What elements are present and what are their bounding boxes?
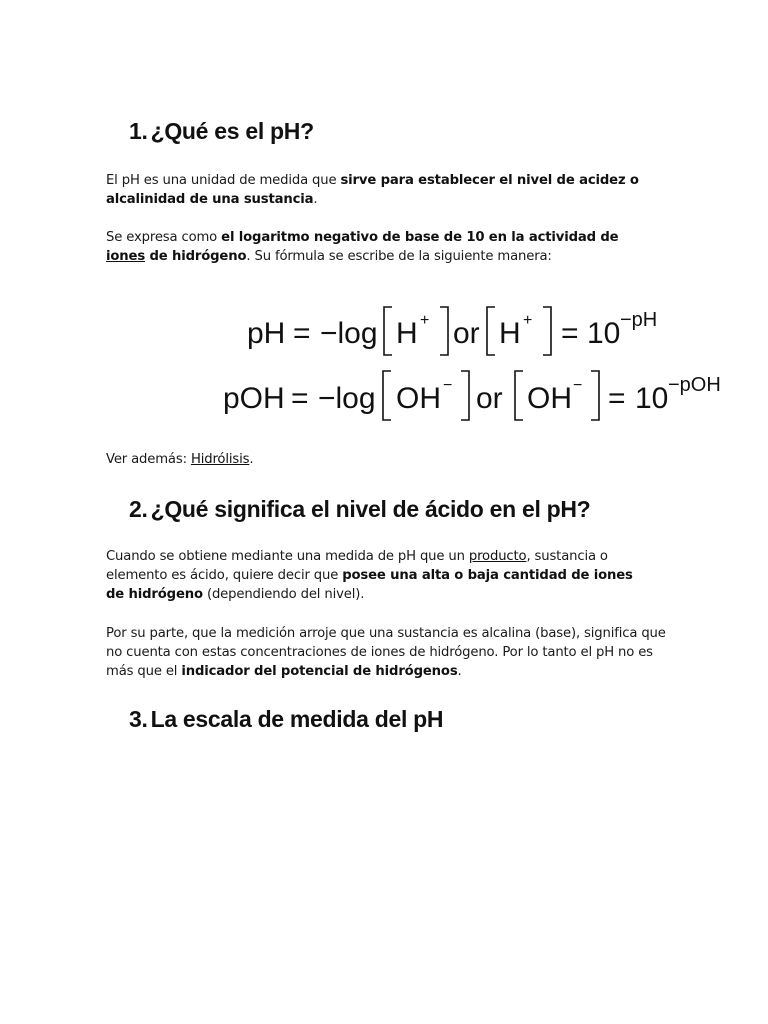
left-bracket (487, 307, 495, 355)
section-2-paragraph-2 (106, 624, 666, 681)
section-3-heading (129, 706, 443, 733)
left-bracket (384, 307, 392, 355)
section-2-number: 2. (129, 496, 148, 522)
formula-ion: OH (527, 382, 572, 415)
bold-text: el logaritmo negativo de base de 10 en la actividad de (221, 230, 619, 245)
right-bracket (543, 307, 551, 355)
paragraph-text: Por su parte, que la medición arroje que una sustancia es alcalina (base), significa que no cuenta con estas concentraciones de iones de hidrógeno. Por lo tanto el pH no es más que el (106, 626, 666, 679)
paragraph-text: Se expresa como (106, 230, 222, 245)
formula-equals: = (561, 317, 579, 350)
formula-base: 10 (635, 382, 669, 415)
formula-exponent: −pOH (668, 374, 721, 396)
section-3-title: La escala de medida del pH (150, 706, 444, 732)
bold-text: indicador del potencial de hidrógenos (181, 664, 458, 679)
section-2-heading (129, 496, 590, 523)
section-2-title: ¿Qué significa el nivel de ácido en el pH? (150, 496, 591, 522)
section-1-title: ¿Qué es el pH? (150, 118, 314, 144)
left-bracket (515, 371, 523, 420)
bold-text: sirve para establecer el nivel de acidez o alcalinidad de una sustancia (106, 173, 639, 207)
formula-ion: OH (396, 382, 441, 415)
formula-charge: + (420, 312, 430, 329)
left-bracket (383, 371, 391, 420)
formula-charge: − (573, 377, 583, 394)
paragraph-text: El pH es una unidad de medida que (106, 173, 341, 188)
paragraph-text: , sustancia o elemento es ácido, quiere decir que (106, 549, 608, 583)
paragraph-text: . Su fórmula se escribe de la siguiente manera: (246, 249, 552, 264)
producto-link[interactable]: producto (468, 549, 527, 564)
see-also-line (106, 450, 686, 469)
formula-base: 10 (587, 317, 621, 350)
right-bracket (591, 371, 599, 420)
iones-link[interactable]: iones (106, 249, 146, 264)
formula-ion: H (396, 317, 418, 350)
formula-lhs: pH (247, 317, 286, 350)
formula-or: or (453, 317, 480, 350)
formula-charge: + (523, 312, 533, 329)
paragraph-text: (dependiendo del nivel). (202, 587, 365, 602)
formula-or: or (476, 382, 503, 415)
see-also-label: Ver además: (106, 452, 191, 467)
right-bracket (440, 307, 448, 355)
paragraph-text: . (457, 664, 462, 679)
section-2-paragraph-1 (106, 547, 654, 604)
formula-exponent: −pH (620, 309, 658, 331)
section-3-number: 3. (129, 706, 148, 732)
bold-text: de hidrógeno (145, 249, 247, 264)
formula-equals: = (293, 317, 311, 350)
paragraph-text: . (249, 452, 254, 467)
paragraph-text: Cuando se obtiene mediante una medida de pH que un (106, 549, 469, 564)
bold-text: posee una alta o baja cantidad de iones de hidrógeno (106, 568, 633, 602)
paragraph-text: . (313, 192, 318, 207)
formula-ion: H (499, 317, 521, 350)
formula-equals: = (608, 382, 626, 415)
formula-lhs: pOH (223, 382, 285, 415)
formula-neglog: −log (318, 382, 376, 415)
right-bracket (461, 371, 469, 420)
formula-neglog: −log (320, 317, 378, 350)
hidrolisis-link[interactable]: Hidrólisis (190, 452, 250, 467)
section-1-number: 1. (129, 118, 148, 144)
formula-equals: = (291, 382, 309, 415)
formula-charge: − (443, 377, 453, 394)
